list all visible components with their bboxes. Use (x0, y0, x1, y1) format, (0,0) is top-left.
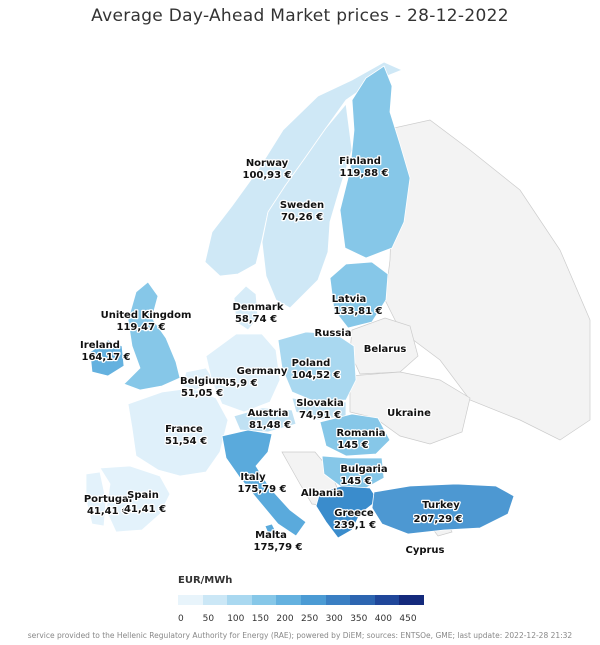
legend-tick-label: 250 (301, 614, 319, 624)
label-ireland-price: 164,17 € (81, 352, 131, 363)
legend-swatch (276, 595, 301, 605)
label-france-price: 51,54 € (164, 436, 208, 447)
legend-tick-label: 400 (374, 614, 392, 624)
label-russia: Russia (314, 328, 352, 339)
country-italy[interactable] (222, 430, 306, 536)
label-denmark-name: Denmark (232, 302, 284, 313)
label-greece-name: Greece (334, 508, 374, 519)
map-title: Average Day-Ahead Market prices - 28-12-2022 (91, 6, 509, 26)
label-germany-name: Germany (236, 366, 288, 377)
legend-swatch (375, 595, 400, 605)
label-germany-price: 45,9 € (222, 378, 258, 389)
label-belarus: Belarus (363, 344, 407, 355)
label-poland-price: 104,52 € (291, 370, 341, 381)
label-slovakia-name: Slovakia (296, 398, 344, 409)
footer-credits: service provided to the Hellenic Regulatory Authority for Energy (RAE); powered by DiEM; sources: ENTSOe, GME; last update: 2022-12-28 21:32 (27, 631, 573, 640)
legend-tick-label: 150 (251, 614, 269, 624)
label-finland-price: 119,88 € (339, 168, 389, 179)
legend-swatch (178, 595, 203, 605)
legend-tick-label: 100 (227, 614, 245, 624)
legend-title: EUR/MWh (178, 575, 233, 586)
label-slovakia-price: 74,91 € (298, 410, 342, 421)
label-norway-name: Norway (245, 158, 289, 169)
legend-tick-label: 200 (276, 614, 294, 624)
legend-swatch (301, 595, 326, 605)
label-portugal-price: 41,41 € (86, 506, 130, 517)
label-belgium-price: 51,05 € (180, 388, 224, 399)
label-latvia-price: 133,81 € (333, 306, 383, 317)
label-latvia-name: Latvia (331, 294, 367, 305)
label-bulgaria-name: Bulgaria (340, 464, 388, 475)
label-austria-name: Austria (247, 408, 289, 419)
label-cyprus: Cyprus (405, 545, 445, 556)
legend-tick-label: 300 (325, 614, 343, 624)
legend-swatch (399, 595, 424, 605)
label-finland-name: Finland (339, 156, 381, 167)
legend-tick-label: 50 (202, 614, 215, 624)
label-malta-price: 175,79 € (253, 542, 303, 553)
legend-swatch (350, 595, 375, 605)
label-greece-price: 239,1 € (333, 520, 377, 531)
country-united-kingdom[interactable] (124, 282, 180, 390)
label-ukraine: Ukraine (387, 408, 431, 419)
label-denmark-price: 58,74 € (234, 314, 278, 325)
legend-swatch (252, 595, 277, 605)
legend-swatch (227, 595, 252, 605)
label-sweden-name: Sweden (279, 200, 325, 211)
legend-tick-label: 450 (399, 614, 417, 624)
legend-swatch (326, 595, 351, 605)
label-portugal-name: Portugal (83, 494, 133, 505)
label-spain-name: Spain (127, 490, 159, 501)
legend-tick-label: 0 (178, 614, 184, 624)
label-italy-name: Italy (240, 472, 266, 483)
label-belgium-name: Belgium (180, 376, 226, 387)
label-romania-name: Romania (336, 428, 386, 439)
label-poland-name: Poland (291, 358, 331, 369)
label-bulgaria-price: 145 € (340, 476, 372, 487)
label-austria-price: 81,48 € (248, 420, 292, 431)
label-sweden-price: 70,26 € (280, 212, 324, 223)
legend-ticks (170, 614, 440, 626)
legend-color-scale (178, 595, 424, 605)
legend-tick-label: 350 (350, 614, 368, 624)
label-albania: Albania (300, 488, 344, 499)
label-france-name: France (165, 424, 203, 435)
label-malta-name: Malta (255, 530, 287, 541)
label-italy-price: 175,79 € (237, 484, 287, 495)
label-turkey-name: Turkey (422, 500, 460, 511)
label-norway-price: 100,93 € (242, 170, 292, 181)
label-ireland-name: Ireland (80, 340, 120, 351)
label-spain-price: 41,41 € (123, 504, 167, 515)
label-uk-name: United Kingdom (100, 310, 192, 321)
label-romania-price: 145 € (337, 440, 369, 451)
label-turkey-price: 207,29 € (413, 514, 463, 525)
label-uk-price: 119,47 € (116, 322, 166, 333)
legend-swatch (203, 595, 228, 605)
